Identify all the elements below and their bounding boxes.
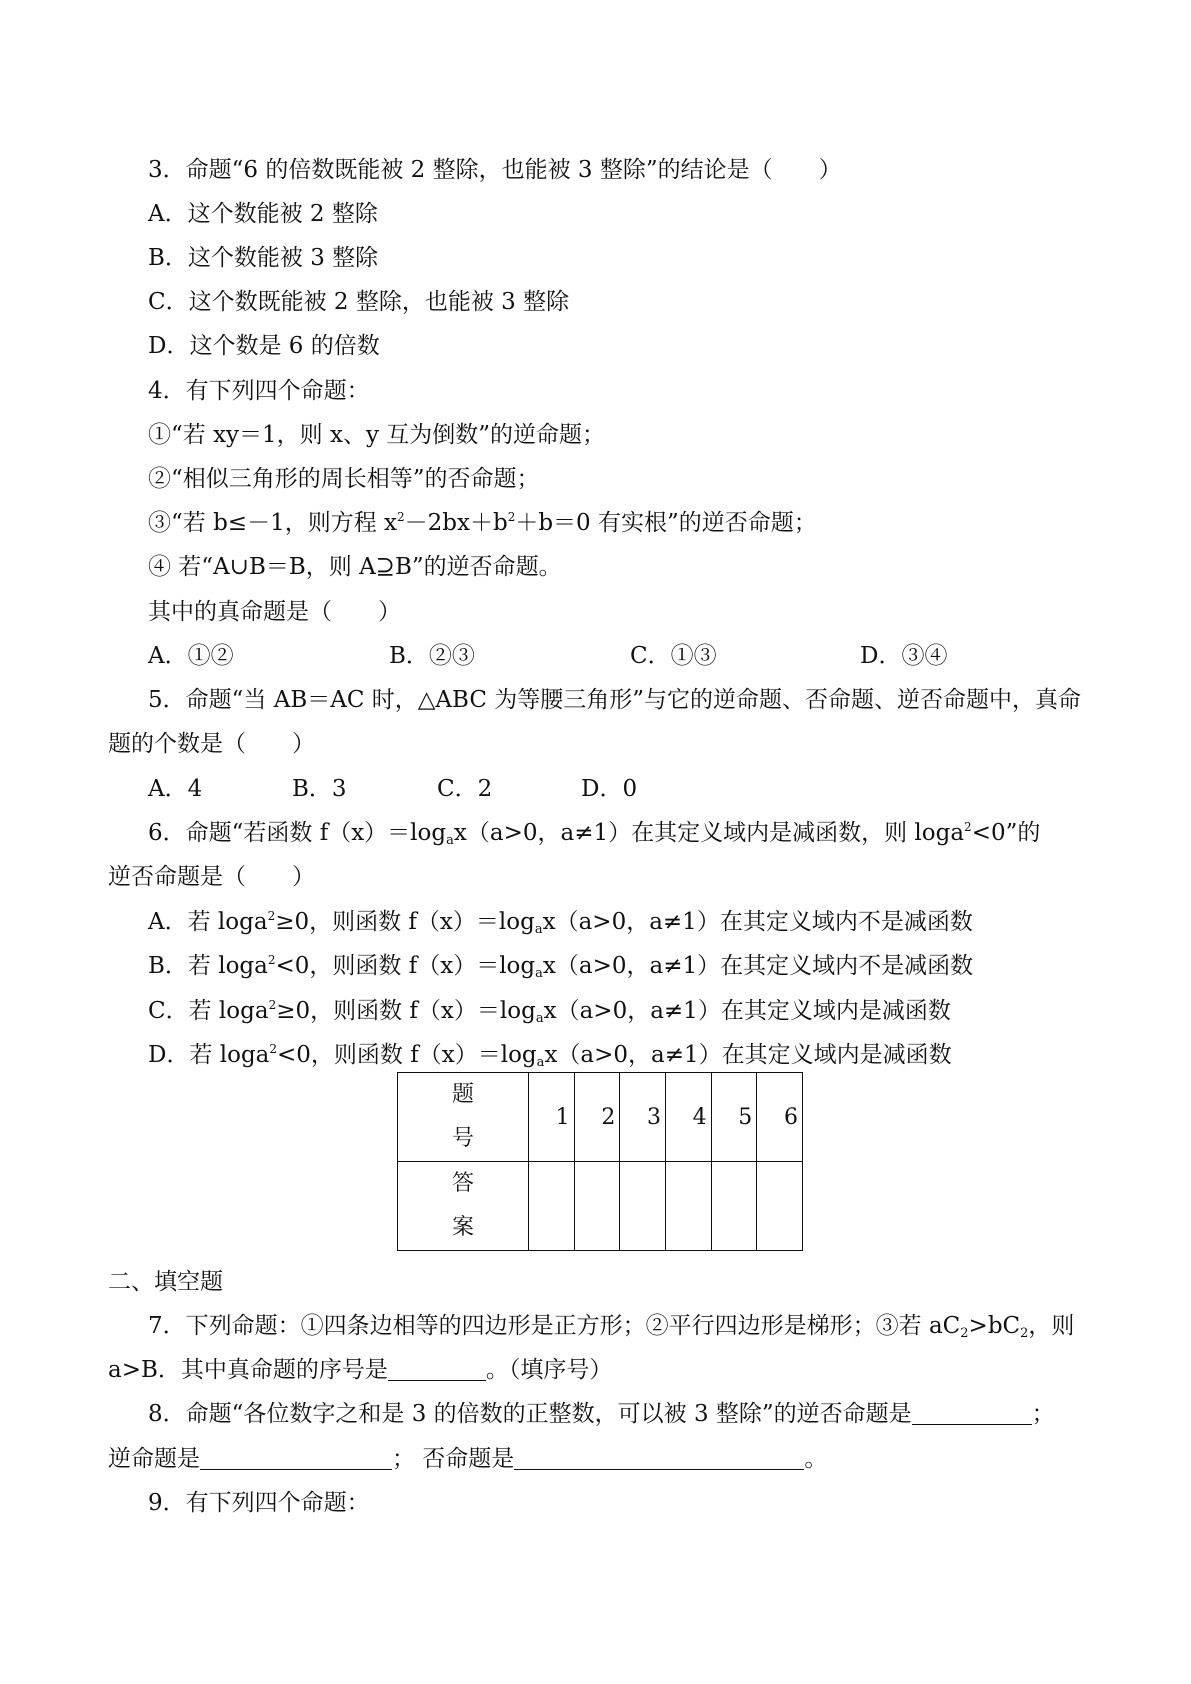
answer-cell[interactable]: [574, 1162, 620, 1251]
q5-stem-line2: 题的个数是（ ）: [108, 731, 315, 757]
q5-option-c: C．2: [437, 776, 493, 802]
q4-item-1: ①“若 xy＝1，则 x、y 互为倒数”的逆命题；: [148, 422, 606, 448]
q6-option-b: B．若 loga$^2$<0，则函数 $f(x)=\log_ax(a>0$，a≠1）在其定义域内不是减函数: [148, 953, 974, 981]
answer-table-answer-row: [398, 1162, 803, 1251]
q4-item-4: ④ 若“A∪B＝B，则 A⊇B”的逆否命题。: [148, 554, 562, 580]
q5-stem-line1: 5．命题“当 AB＝AC 时，△ABC 为等腰三角形”与它的逆命题、否命题、逆否命题中，真命: [148, 687, 1082, 713]
answer-header: 答 案: [398, 1162, 529, 1251]
q3-stem: 3．命题“6 的倍数既能被 2 整除，也能被 3 整除”的结论是（ ）: [148, 157, 842, 183]
q6-stem-line1: 6．命题“若函数 $f(x)=\log_ax(a>0$，a≠1）在其定义域内是减函数，则 loga$^2$<0”的: [148, 820, 1041, 848]
q3-option-b: B．这个数能被 3 整除: [148, 245, 379, 271]
q3-option-a: A．这个数能被 2 整除: [148, 201, 378, 227]
answer-table: [397, 1072, 803, 1251]
q4-option-c: C．①③: [630, 643, 717, 669]
question-number-cell: 2: [574, 1073, 620, 1162]
answer-table-header-row: [398, 1073, 803, 1162]
q4-stem: 4．有下列四个命题：: [148, 378, 370, 404]
q6-option-d: D．若 loga$^2$<0，则函数 $f(x)=\log_ax(a>0$，a≠1）在其定义域内是减函数: [148, 1042, 952, 1070]
q6-stem-line2: 逆否命题是（ ）: [108, 864, 315, 890]
q4-item-3: ③“若 b≤－1，则方程 $x^2-2bx+b^2+b=0$ 有实根”的逆否命题；: [148, 510, 817, 536]
q4-item-2: ②“相似三角形的周长相等”的否命题；: [148, 466, 540, 492]
q8-line2: 逆命题是 ； 否命题是 。: [108, 1446, 828, 1472]
question-number-cell: 3: [620, 1073, 666, 1162]
q5-option-a: A．4: [148, 776, 203, 802]
q5-options: [0, 774, 1191, 804]
q4-option-d: D．③④: [860, 643, 948, 669]
answer-cell[interactable]: [665, 1162, 711, 1251]
q6-option-a: A．若 loga$^2$≥0，则函数 $f(x)=\log_ax(a>0$，a≠1）在其定义域内不是减函数: [148, 909, 973, 937]
question-number-header: 题 号: [398, 1073, 529, 1162]
question-number-cell: 6: [757, 1073, 803, 1162]
question-number-cell: 5: [711, 1073, 757, 1162]
q4-options: [0, 641, 1191, 671]
q7-answer-blank[interactable]: [388, 1358, 486, 1381]
q7-line1: 7．下列命题：①四条边相等的四边形是正方形；②平行四边形是梯形；③若 $aC_2>bC_2$，则: [148, 1313, 1075, 1341]
answer-cell[interactable]: [757, 1162, 803, 1251]
q4-option-a: A．①②: [148, 643, 234, 669]
q8-line1: 8．命题“各位数字之和是 3 的倍数的正整数，可以被 3 整除”的逆否命题是 ；: [148, 1401, 1055, 1427]
answer-cell[interactable]: [711, 1162, 757, 1251]
q9-stem: 9．有下列四个命题：: [148, 1490, 370, 1516]
q3-option-c: C．这个数既能被 2 整除，也能被 3 整除: [148, 289, 570, 315]
q3-option-d: D．这个数是 6 的倍数: [148, 333, 380, 359]
q5-option-b: B．3: [292, 776, 347, 802]
q8-contrapositive-blank[interactable]: [912, 1402, 1032, 1425]
answer-cell[interactable]: [529, 1162, 575, 1251]
q6-option-c: C．若 loga$^2$≥0，则函数 $f(x)=\log_ax(a>0$，a≠1）在其定义域内是减函数: [148, 998, 951, 1026]
q4-option-b: B．②③: [389, 643, 475, 669]
q4-question: 其中的真命题是（ ）: [148, 599, 401, 625]
section-title-fill-in: 二、填空题: [108, 1269, 223, 1295]
q5-option-d: D．0: [581, 776, 638, 802]
answer-cell[interactable]: [620, 1162, 666, 1251]
question-number-cell: 4: [665, 1073, 711, 1162]
q7-line2: a>B．其中真命题的序号是 。（填序号）: [108, 1357, 613, 1383]
q8-converse-blank[interactable]: [200, 1447, 392, 1470]
q8-inverse-blank[interactable]: [514, 1447, 804, 1470]
question-number-cell: 1: [529, 1073, 575, 1162]
